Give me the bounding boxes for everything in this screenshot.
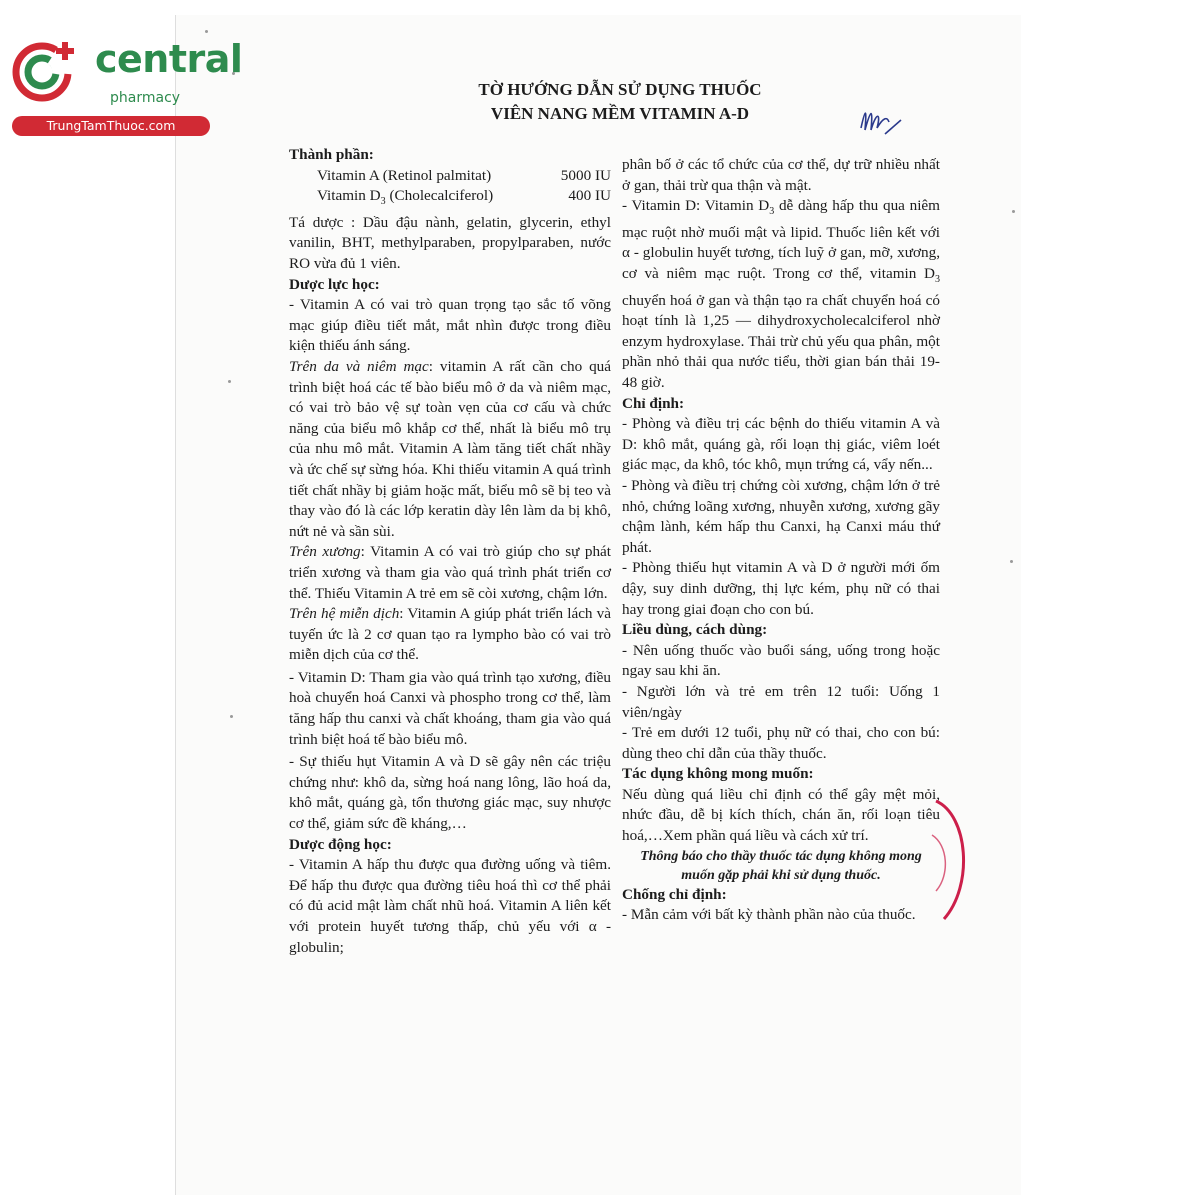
red-stamp-mark <box>928 795 988 925</box>
paragraph: Trên da và niêm mạc: vitamin A rất cần cho quá trình biệt hoá các tế bào biểu mô ở da và niêm mạc, có vai trò bảo vệ sự toàn vẹn của cơ cấu và chức năng của biểu mô khắp cơ thể, nhất là biểu mô trụ của nhu mô mắt. Vitamin A làm tăng tiết chất nhầy và ức chế sự sừng hóa. Khi thiếu vitamin A quá trình tiết chất nhầy bị giảm hoặc mất, biểu mô sẽ bị teo và thay vào đó là các lớp keratin dày lên làm da bị khô, nứt nẻ và sần sùi. <box>289 357 611 540</box>
logo-brand-sub: pharmacy <box>110 90 181 106</box>
document-title <box>380 78 860 126</box>
title-line-1: TỜ HƯỚNG DẪN SỬ DỤNG THUỐC <box>478 80 762 99</box>
paragraph: - Phòng thiếu hụt vitamin A và D ở người mới ốm dậy, suy dinh dưỡng, thị lực kém, phụ nữ có thai hay trong giai đoạn cho con bú. <box>622 559 940 618</box>
ingredient-dose: 400 IU <box>568 187 611 205</box>
scan-speck <box>1012 210 1015 213</box>
paragraph: - Vitamin A có vai trò quan trọng tạo sắc tố võng mạc giúp điều tiết mắt, mắt nhìn được trong điều kiện thiếu ánh sáng. <box>289 296 611 355</box>
ingredient-dose: 5000 IU <box>560 166 611 184</box>
section-heading-pharmacokinetics: Dược động học: <box>289 835 392 853</box>
section-heading-dosage: Liều dùng, cách dùng: <box>622 621 768 639</box>
paragraph: Nếu dùng quá liều chỉ định có thể gây mệt mỏi, nhức đầu, dễ bị kích thích, chán ăn, rối loạn tiêu hoá,…Xem phần quá liều và cách xử trí. <box>622 785 940 845</box>
title-line-2: VIÊN NANG MỀM VITAMIN A-D <box>490 104 750 123</box>
logo-brand-name: central <box>95 37 243 81</box>
section-heading-contraindications: Chống chỉ định: <box>622 885 727 903</box>
logo-website: TrungTamThuoc.com <box>12 116 210 136</box>
paragraph: Trên xương: Vitamin A có vai trò giúp cho sự phát triển xương và tham gia vào quá trình phát triển cơ thể. Thiếu Vitamin A trẻ em sẽ còi xương, chậm lớn. <box>289 543 612 602</box>
ingredient-name: Vitamin A (Retinol palmitat) <box>317 166 492 184</box>
ingredient-row <box>289 186 611 213</box>
section-heading-pharmacodynamics: Dược lực học: <box>289 275 380 293</box>
paragraph: - Vitamin A hấp thu được qua đường uống và tiêm. Để hấp thu được qua đường tiêu hoá thì cơ thể phải có đủ acid mật làm chất nhũ hoá. Vitamin A liên kết với protein huyết tương thấp, chủ yếu với α - globulin; <box>289 856 611 956</box>
scan-speck <box>230 715 233 718</box>
section-heading-ingredients: Thành phần: <box>289 146 374 163</box>
scan-speck <box>1010 560 1013 563</box>
paragraph: - Phòng và điều trị chứng còi xương, chậm lớn ở trẻ nhỏ, chứng loãng xương, nhuyễn xương, xương gãy chậm lành, kém hấp thu Canxi, hạ Canxi máu thứ phát. <box>622 476 940 556</box>
ingredient-name: Vitamin $D_3$ (Cholecalciferol) <box>317 187 494 208</box>
paragraph: - Vitamin D: Tham gia vào quá trình tạo xương, điều hoà chuyển hoá Canxi và phospho trong cơ thể, làm tăng hấp thu canxi và chất khoáng, tham gia vào quá trình biệt hoá tế bào biểu mô. <box>289 668 611 748</box>
excipients-text: Tá dược : Dầu đậu nành, gelatin, glycerin, ethyl vanilin, BHT, methylparaben, propylparaben, nước RO vừa đủ 1 viên. <box>289 213 611 272</box>
paragraph: - Mẫn cảm với bất kỳ thành phần nào của thuốc. <box>622 906 916 924</box>
paragraph: - Trẻ em dưới 12 tuổi, phụ nữ có thai, cho con bú: dùng theo chỉ dẫn của thầy thuốc. <box>622 724 940 762</box>
paragraph: - Sự thiếu hụt Vitamin A và D sẽ gây nên các triệu chứng như: khô da, sừng hoá nang lông, lão hoá da, khô mắt, quáng gà, tổn thương giác mạc, suy nhược cơ thể, giảm sức đề kháng,… <box>289 753 611 833</box>
right-column <box>622 155 940 926</box>
section-heading-indications: Chỉ định: <box>622 394 685 412</box>
paragraph: - Người lớn và trẻ em trên 12 tuổi: Uống 1 viên/ngày <box>622 682 940 721</box>
left-column <box>289 145 611 958</box>
section-heading-side-effects: Tác dụng không mong muốn: <box>622 765 814 783</box>
paragraph: - Phòng và điều trị các bệnh do thiếu vitamin A và D: khô mắt, quáng gà, rối loạn thị giác, viêm loét giác mạc, da khô, tóc khô, mụn trứng cá, vẩy nến... <box>622 415 940 474</box>
logo-mark-icon <box>10 38 90 110</box>
paragraph: Trên hệ miễn dịch: Vitamin A giúp phát triển lách và tuyến ức là 2 cơ quan tạo ra lympho bào có vai trò miễn dịch của cơ thể. <box>289 605 611 664</box>
paragraph: - Nên uống thuốc vào buổi sáng, uống trong hoặc ngay sau khi ăn. <box>622 641 940 680</box>
warning-note: Thông báo cho thầy thuốc tác dụng không mong muốn gặp phải khi sử dụng thuốc. <box>640 848 922 883</box>
handwritten-signature <box>855 100 915 140</box>
scan-speck <box>228 380 231 383</box>
central-pharmacy-logo <box>10 37 243 138</box>
paragraph: - Vitamin D: Vitamin $D_3$ dễ dàng hấp thu qua niêm mạc ruột nhờ muối mật và lipid. Thuốc liên kết với α - globulin huyết tương, tích luỹ ở gan, mỡ, xương, cơ và niêm mạc ruột. Trong cơ thể, vitamin $D_3$ chuyển hoá ở gan và thận tạo ra chất chuyển hoá có hoạt tính là 1,25 — dihydroxycholecalciferol nhờ enzym hydroxylase. Thải trừ chủ yếu qua phân, một phần nhỏ thải qua nước tiểu, thời gian bán thải 19- 48 giờ. <box>622 197 940 391</box>
ingredient-row <box>289 166 611 187</box>
scan-speck <box>205 30 208 33</box>
paragraph: phân bố ở các tổ chức của cơ thể, dự trữ nhiều nhất ở gan, thải trừ qua thận và mật. <box>622 156 940 194</box>
